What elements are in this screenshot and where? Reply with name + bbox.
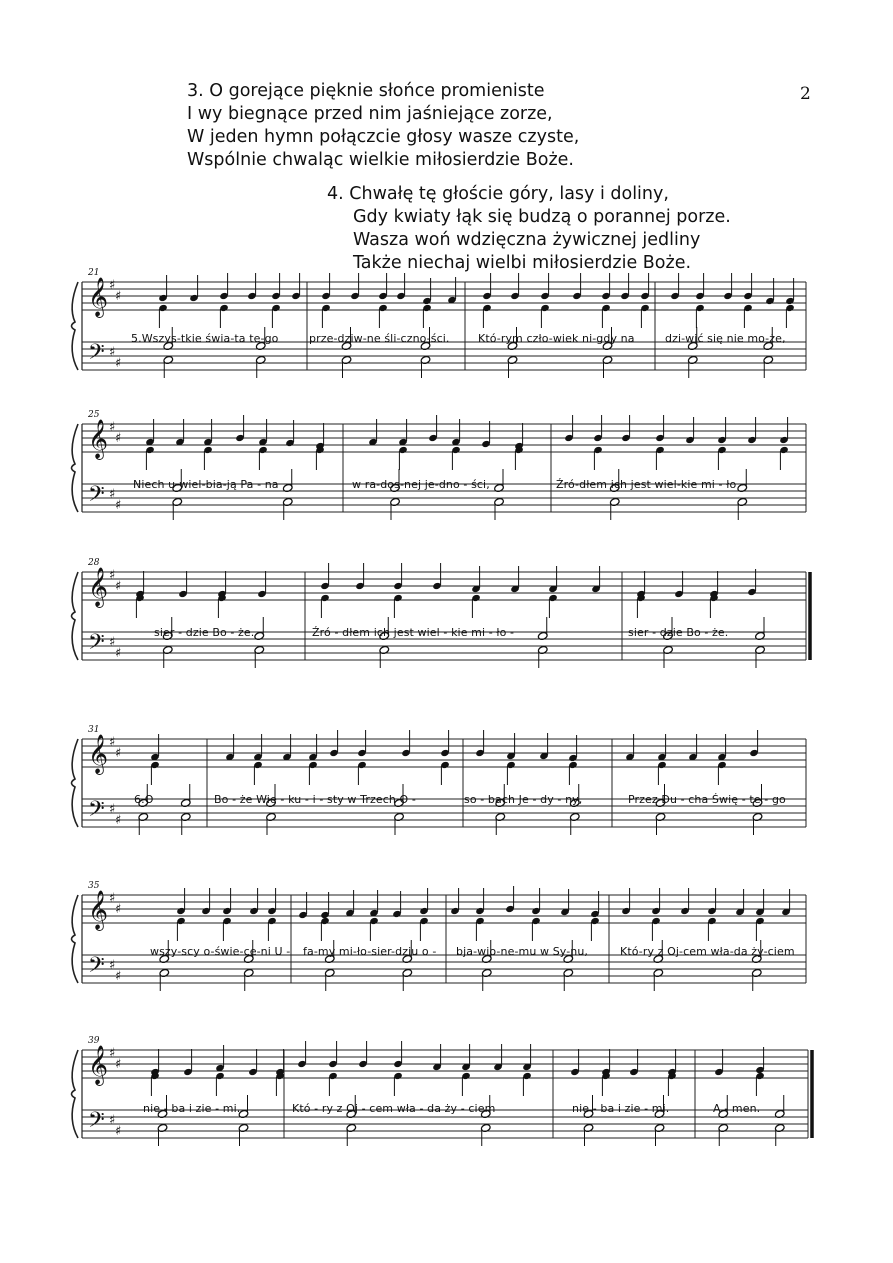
svg-text:𝄞: 𝄞 — [88, 734, 109, 774]
svg-text:𝄢: 𝄢 — [88, 797, 105, 827]
lyric-line: w ra-dos-nej je-dno - ści, — [352, 478, 490, 491]
lyric-line: so - bach Je - dy - ny, — [464, 793, 583, 806]
staff-notation — [0, 412, 893, 537]
svg-text:♯: ♯ — [115, 579, 122, 594]
svg-text:♯: ♯ — [109, 958, 116, 973]
lyric-line: nie - ba i zie - mi. — [572, 1102, 670, 1115]
verse-line: W jeden hymn połączcie głosy wasze czyste, — [187, 127, 580, 147]
svg-text:♯: ♯ — [115, 289, 122, 304]
svg-text:♯: ♯ — [109, 568, 116, 583]
lyric-line: Bo - że Wie - ku - i - sty w Trzech O - — [214, 793, 416, 806]
lyric-line: Źró - dłem ich jest wiel - kie mi - ło - — [312, 626, 515, 639]
svg-text:♯: ♯ — [115, 902, 122, 917]
svg-text:♯: ♯ — [109, 278, 116, 293]
verse-3 — [187, 80, 579, 172]
svg-text:♯: ♯ — [109, 487, 116, 502]
verse-line: Także niechaj wielbi miłosierdzie Boże. — [353, 253, 692, 273]
music-system — [0, 883, 893, 1008]
lyric-line: Któ - ry z Oj - cem wła - da ży - ciem — [292, 1102, 496, 1115]
music-system — [0, 560, 893, 690]
svg-text:♯: ♯ — [109, 1046, 116, 1061]
svg-text:𝄞: 𝄞 — [88, 277, 109, 317]
svg-text:♯: ♯ — [115, 969, 122, 984]
lyric-line: 6.O — [134, 793, 154, 806]
lyric-line: bja-wio-ne-mu w Sy-nu, — [456, 945, 588, 958]
svg-text:♯: ♯ — [109, 1113, 116, 1128]
svg-text:♯: ♯ — [115, 746, 122, 761]
staff-notation — [0, 727, 893, 852]
lyric-line: A - men. — [713, 1102, 761, 1115]
svg-text:♯: ♯ — [115, 498, 122, 513]
lyric-line: wszy-scy o-świe-ce-ni U - — [150, 945, 291, 958]
page-number: 2 — [800, 84, 811, 104]
lyric-line: 5.Wszys-tkie świa-ta te-go — [131, 332, 279, 345]
svg-text:𝄞: 𝄞 — [88, 1045, 109, 1085]
lyric-line: dzi-wić się nie mo-że, — [665, 332, 786, 345]
verse-line: Wasza woń wdzięczna żywicznej jedliny — [353, 230, 701, 250]
svg-text:𝄞: 𝄞 — [88, 419, 109, 459]
svg-text:♯: ♯ — [109, 420, 116, 435]
svg-text:♯: ♯ — [109, 891, 116, 906]
svg-text:♯: ♯ — [109, 735, 116, 750]
verse-number: 3. — [187, 81, 204, 101]
verse-4 — [327, 183, 731, 275]
music-system — [0, 727, 893, 852]
verse-line: Gdy kwiaty łąk się budzą o porannej porze. — [353, 207, 731, 227]
lyric-line: sier - dzie Bo - że. — [154, 626, 255, 639]
measure-number: 28 — [88, 558, 100, 568]
verse-number: 4. — [327, 184, 344, 204]
lyric-line: prze-dziw-ne śli-czno-ści. — [309, 332, 450, 345]
lyric-line: Niech u-wiel-bia-ją Pa - na — [133, 478, 279, 491]
verse-line: I wy biegnące przed nim jaśniejące zorze, — [187, 104, 553, 124]
music-system — [0, 270, 893, 395]
measure-number: 39 — [88, 1036, 100, 1046]
lyric-line: Przez Du - cha Świę - te - go — [628, 793, 786, 806]
svg-text:♯: ♯ — [115, 1124, 122, 1139]
svg-text:𝄢: 𝄢 — [88, 630, 105, 660]
svg-text:𝄞: 𝄞 — [88, 567, 109, 607]
music-system — [0, 412, 893, 537]
svg-text:♯: ♯ — [109, 635, 116, 650]
svg-text:𝄢: 𝄢 — [88, 340, 105, 370]
lyric-line: fa-my mi-ło-sier-dziu o - — [303, 945, 437, 958]
lyric-line: Któ-rym czło-wiek ni-gdy na — [478, 332, 635, 345]
verse-line: Wspólnie chwaląc wielkie miłosierdzie Boże. — [187, 150, 574, 170]
svg-text:𝄞: 𝄞 — [88, 890, 109, 930]
svg-text:♯: ♯ — [115, 646, 122, 661]
lyric-line: sier - dzie Bo - że. — [628, 626, 729, 639]
verse-line: 3. O gorejące pięknie słońce promieniste — [187, 81, 545, 101]
svg-text:♯: ♯ — [115, 1057, 122, 1072]
svg-text:𝄢: 𝄢 — [88, 953, 105, 983]
svg-text:𝄢: 𝄢 — [88, 482, 105, 512]
svg-text:♯: ♯ — [115, 813, 122, 828]
measure-number: 21 — [88, 268, 100, 278]
svg-text:♯: ♯ — [109, 802, 116, 817]
svg-text:♯: ♯ — [115, 431, 122, 446]
svg-text:♯: ♯ — [109, 345, 116, 360]
svg-text:𝄢: 𝄢 — [88, 1108, 105, 1138]
measure-number: 35 — [88, 881, 100, 891]
svg-text:♯: ♯ — [115, 356, 122, 371]
verse-line: 4. Chwałę tę głoście góry, lasy i doliny, — [327, 184, 669, 204]
lyric-line: Źró-dłem ich jest wiel-kie mi - ło - — [556, 478, 744, 491]
measure-number: 25 — [88, 410, 100, 420]
measure-number: 31 — [88, 725, 100, 735]
lyric-line: nie - ba i zie - mi. — [143, 1102, 241, 1115]
lyric-line: Któ-ry z Oj-cem wła-da ży-ciem — [620, 945, 795, 958]
staff-notation — [0, 560, 893, 690]
music-system — [0, 1038, 893, 1168]
